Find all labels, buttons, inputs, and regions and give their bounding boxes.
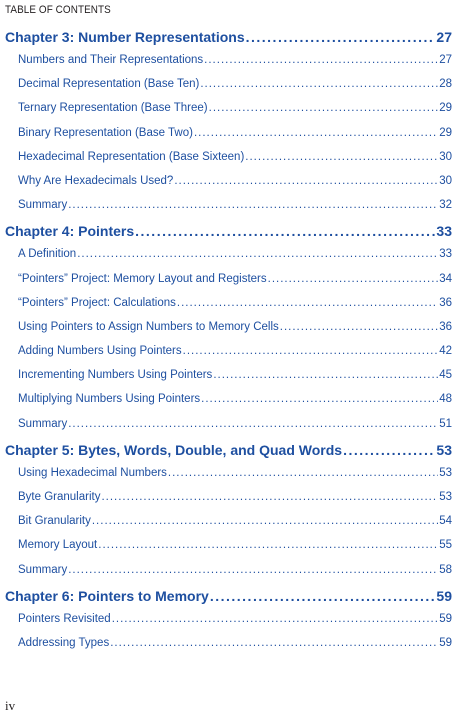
running-head: TABLE OF CONTENTS xyxy=(5,4,111,16)
entry-page-number: 28 xyxy=(439,78,452,91)
entry-title: Summary xyxy=(18,563,68,576)
toc-chapter-4[interactable] xyxy=(5,223,452,248)
toc-entry[interactable] xyxy=(5,515,452,539)
entry-title: Byte Granularity xyxy=(18,491,101,503)
entry-title: “Pointers” Project: Memory Layout and Registers xyxy=(18,272,267,285)
chapter-title: Chapter 3: Number Representations xyxy=(5,29,245,45)
dot-leader xyxy=(92,515,438,527)
entry-page-number: 36 xyxy=(439,296,452,309)
toc-entry[interactable] xyxy=(5,199,452,223)
dot-leader xyxy=(112,613,439,625)
entry-page-number: 30 xyxy=(439,150,452,163)
toc-entry[interactable] xyxy=(5,467,452,491)
entry-title: A Definition xyxy=(18,248,77,261)
dot-leader xyxy=(101,491,438,503)
entry-title: Incrementing Numbers Using Pointers xyxy=(18,369,213,382)
entry-title: Using Pointers to Assign Numbers to Memory Cells xyxy=(18,320,279,333)
dot-leader xyxy=(209,102,439,114)
dot-leader xyxy=(268,273,439,285)
entry-title: Ternary Representation (Base Three) xyxy=(18,102,208,115)
entry-page-number: 42 xyxy=(439,345,452,358)
toc-entry[interactable] xyxy=(5,637,452,661)
toc-entry[interactable] xyxy=(5,613,452,637)
entry-page-number: 55 xyxy=(439,539,452,552)
entry-page-number: 33 xyxy=(439,248,452,261)
dot-leader xyxy=(200,78,438,90)
entry-title: Pointers Revisited xyxy=(18,612,111,625)
dot-leader xyxy=(68,564,438,576)
chapter-title: Chapter 6: Pointers to Memory xyxy=(5,587,209,604)
dot-leader xyxy=(246,29,436,45)
dot-leader xyxy=(68,199,438,211)
entry-page-number: 32 xyxy=(439,199,452,212)
entry-page-number: 59 xyxy=(439,636,452,649)
dot-leader xyxy=(245,151,438,163)
entry-title: Summary xyxy=(18,417,68,430)
entry-page-number: 27 xyxy=(439,54,452,66)
toc-entry[interactable] xyxy=(5,151,452,175)
entry-title: Binary Representation (Base Two) xyxy=(18,126,193,139)
dot-leader xyxy=(204,54,438,66)
toc-entry[interactable] xyxy=(5,418,452,442)
toc-entry[interactable] xyxy=(5,175,452,199)
entry-title: Bit Granularity xyxy=(18,515,91,528)
entry-page-number: 34 xyxy=(439,272,452,285)
chapter-title: Chapter 4: Pointers xyxy=(5,223,135,240)
chapter-page-number: 53 xyxy=(436,441,452,458)
dot-leader xyxy=(135,223,435,239)
chapter-page-number: 59 xyxy=(436,587,452,604)
dot-leader xyxy=(174,175,438,187)
chapter-title: Chapter 5: Bytes, Words, Double, and Quad Words xyxy=(5,441,343,458)
toc-entry[interactable] xyxy=(5,127,452,151)
toc-entry[interactable] xyxy=(5,321,452,345)
dot-leader xyxy=(213,369,438,381)
toc-entry[interactable] xyxy=(5,539,452,563)
toc-entry[interactable] xyxy=(5,248,452,272)
toc-entry[interactable] xyxy=(5,78,452,102)
dot-leader xyxy=(168,467,438,479)
toc-chapter-3[interactable] xyxy=(5,29,452,54)
dot-leader xyxy=(343,442,435,458)
entry-page-number: 48 xyxy=(439,393,452,406)
entry-title: Hexadecimal Representation (Base Sixteen) xyxy=(18,150,245,163)
toc-entry[interactable] xyxy=(5,297,452,321)
entry-page-number: 59 xyxy=(439,612,452,625)
entry-page-number: 29 xyxy=(439,102,452,115)
toc-entry[interactable] xyxy=(5,564,452,588)
toc-chapter-6[interactable] xyxy=(5,588,452,613)
entry-title: Numbers and Their Representations xyxy=(18,54,204,66)
dot-leader xyxy=(194,127,438,139)
dot-leader xyxy=(280,321,438,333)
chapter-page-number: 33 xyxy=(436,223,452,240)
entry-page-number: 54 xyxy=(439,515,452,528)
toc-entry[interactable] xyxy=(5,345,452,369)
entry-title: “Pointers” Project: Calculations xyxy=(18,296,176,309)
entry-title: Adding Numbers Using Pointers xyxy=(18,345,182,358)
entry-page-number: 51 xyxy=(439,417,452,430)
entry-title: Using Hexadecimal Numbers xyxy=(18,466,167,479)
page-folio: iv xyxy=(5,698,16,713)
toc-entry[interactable] xyxy=(5,273,452,297)
dot-leader xyxy=(68,418,438,430)
table-of-contents xyxy=(5,29,452,661)
toc-entry[interactable] xyxy=(5,369,452,393)
toc-chapter-5[interactable] xyxy=(5,442,452,467)
entry-title: Multiplying Numbers Using Pointers xyxy=(18,393,201,406)
chapter-page-number: 27 xyxy=(436,29,452,45)
entry-page-number: 30 xyxy=(439,174,452,187)
entry-page-number: 53 xyxy=(439,491,452,503)
toc-entry[interactable] xyxy=(5,102,452,126)
toc-entry[interactable] xyxy=(5,54,452,78)
entry-page-number: 29 xyxy=(439,126,452,139)
entry-page-number: 36 xyxy=(439,320,452,333)
toc-entry[interactable] xyxy=(5,393,452,417)
dot-leader xyxy=(201,393,438,405)
entry-title: Decimal Representation (Base Ten) xyxy=(18,78,200,91)
dot-leader xyxy=(210,588,436,604)
entry-page-number: 58 xyxy=(439,563,452,576)
dot-leader xyxy=(177,297,438,309)
entry-page-number: 53 xyxy=(439,466,452,479)
dot-leader xyxy=(110,637,438,649)
toc-entry[interactable] xyxy=(5,491,452,515)
entry-page-number: 45 xyxy=(439,369,452,382)
dot-leader xyxy=(98,539,438,551)
dot-leader xyxy=(77,248,438,260)
entry-title: Addressing Types xyxy=(18,636,110,649)
entry-title: Why Are Hexadecimals Used? xyxy=(18,174,174,187)
dot-leader xyxy=(183,345,439,357)
entry-title: Memory Layout xyxy=(18,539,98,552)
entry-title: Summary xyxy=(18,199,68,212)
